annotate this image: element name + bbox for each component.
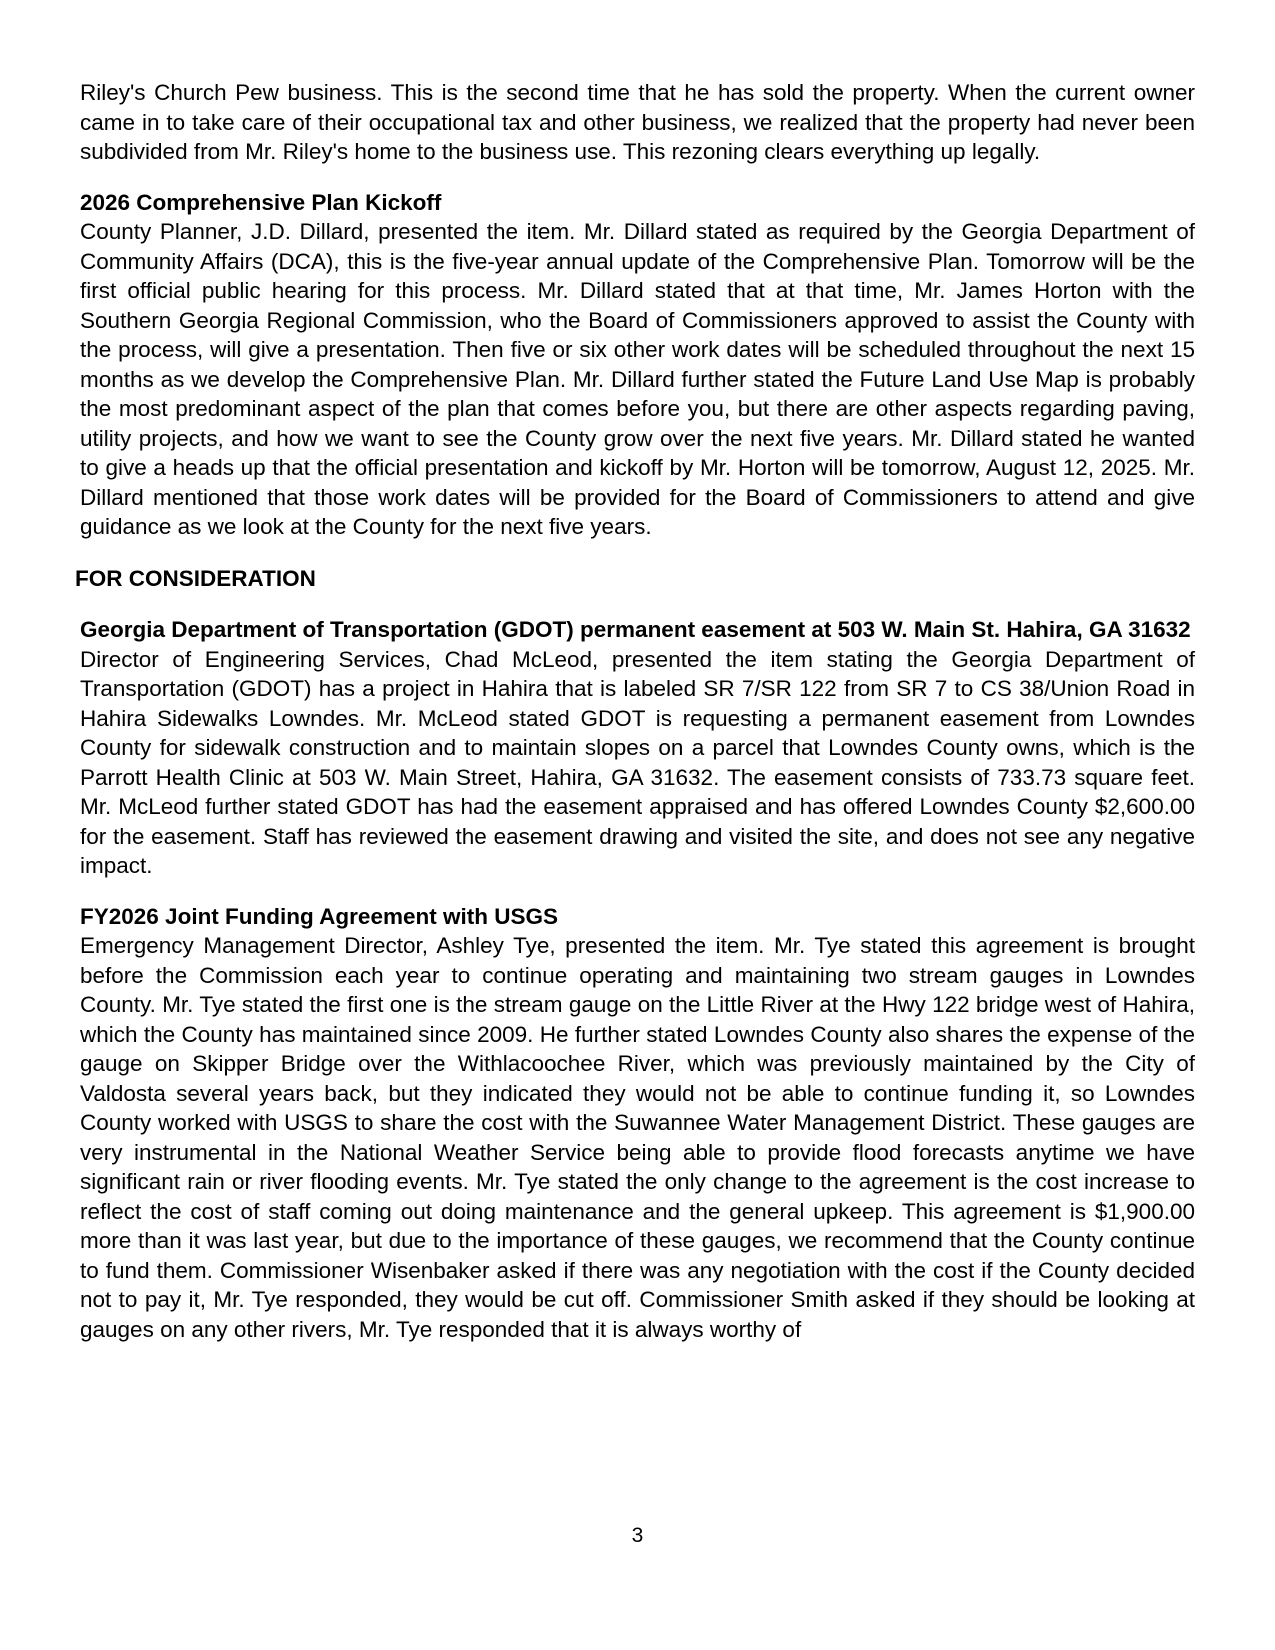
document-page [75, 78, 1195, 1344]
item-heading: Georgia Department of Transportation (GDOT) permanent easement at 503 W. Main St. Hahira, GA 31632 [80, 617, 1191, 642]
page-number: 3 [631, 1524, 644, 1547]
spacer [80, 542, 1195, 564]
section-comprehensive-plan [80, 188, 1195, 542]
item-body: Director of Engineering Services, Chad McLeod, presented the item stating the Georgia Department of Transportation (GDOT) has a project in Hahira that is labeled SR 7/SR 122 from SR 7 to CS 38/Union Road in Hahira Sidewalks Lowndes. Mr. McLeod stated GDOT is requesting a permanent easement from Lowndes County for sidewalk construction and to maintain slopes on a parcel that Lowndes County owns, which is the Parrott Health Clinic at 503 W. Main Street, Hahira, GA 31632. The easement consists of 733.73 square feet. Mr. McLeod further stated GDOT has had the easement appraised and has offered Lowndes County $2,600.00 for the easement. Staff has reviewed the easement drawing and visited the site, and does not see any negative impact. [80, 646, 1195, 878]
for-consideration-heading: FOR CONSIDERATION [75, 565, 316, 591]
section-heading: 2026 Comprehensive Plan Kickoff [80, 189, 442, 215]
item-heading: FY2026 Joint Funding Agreement with USGS [80, 903, 558, 929]
spacer [80, 593, 1195, 615]
intro-paragraph: Riley's Church Pew business. This is the second time that he has sold the property. When the current owner came in to take care of their occupational tax and other business, we realized that the property had never been subdivided from Mr. Riley's home to the business use. This rezoning clears everything up legally. [80, 80, 1195, 164]
spacer [80, 167, 1195, 188]
consideration-item-usgs-agreement [80, 902, 1195, 1345]
item-body: Emergency Management Director, Ashley Tye, presented the item. Mr. Tye stated this agreement is brought before the Commission each year to continue operating and maintaining two stream gauges in Lowndes County. Mr. Tye stated the first one is the stream gauge on the Little River at the Hwy 122 bridge west of Hahira, which the County has maintained since 2009. He further stated Lowndes County also shares the expense of the gauge on Skipper Bridge over the Withlacoochee River, which was previously maintained by the City of Valdosta several years back, but they indicated they would not be able to continue funding it, so Lowndes County worked with USGS to share the cost with the Suwannee Water Management District. These gauges are very instrumental in the National Weather Service being able to provide flood forecasts anytime we have significant rain or river flooding events. Mr. Tye stated the only change to the agreement is the cost increase to reflect the cost of staff coming out doing maintenance and the general upkeep. This agreement is $1,900.00 more than it was last year, but due to the importance of these gauges, we recommend that the County continue to fund them. Commissioner Wisenbaker asked if there was any negotiation with the cost if the County decided not to pay it, Mr. Tye responded, they would be cut off. Commissioner Smith asked if they should be looking at gauges on any other rivers, Mr. Tye responded that it is always worthy of [80, 933, 1195, 1342]
spacer [80, 881, 1195, 902]
consideration-item-gdot-easement [80, 615, 1195, 881]
section-body: County Planner, J.D. Dillard, presented the item. Mr. Dillard stated as required by the Georgia Department of Community Affairs (DCA), this is the five-year annual update of the Comprehensive Plan. Tomorrow will be the first official public hearing for this process. Mr. Dillard stated that at that time, Mr. James Horton with the Southern Georgia Regional Commission, who the Board of Commissioners approved to assist the County with the process, will give a presentation. Then five or six other work dates will be scheduled throughout the next 15 months as we develop the Comprehensive Plan. Mr. Dillard further stated the Future Land Use Map is probably the most predominant aspect of the plan that comes before you, but there are other aspects regarding paving, utility projects, and how we want to see the County grow over the next five years. Mr. Dillard stated he wanted to give a heads up that the official presentation and kickoff by Mr. Horton will be tomorrow, August 12, 2025. Mr. Dillard mentioned that those work dates will be provided for the Board of Commissioners to attend and give guidance as we look at the County for the next five years. [80, 219, 1195, 539]
